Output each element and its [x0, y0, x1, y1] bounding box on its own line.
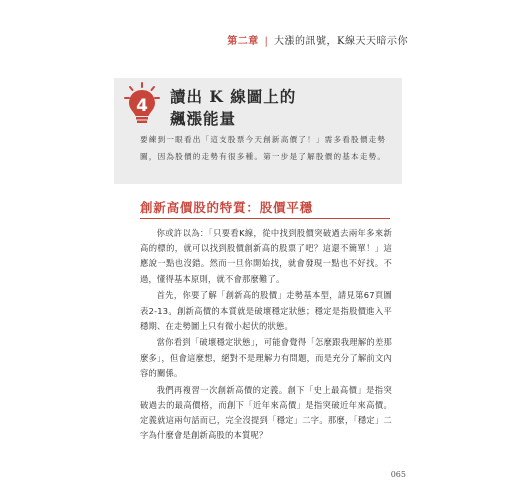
- paragraph: 我們再複習一次創新高價的定義。創下「史上最高價」是指突破過去的最高價格，而創下「近年來高價」是指突破近年來高價。定義就這兩句話而已，完全沒提到「穩定」二字。那麼，「穩定」二字為什麼會是創新高股的本質呢？: [140, 384, 392, 441]
- section-divider: [140, 218, 390, 219]
- running-header: [227, 32, 408, 47]
- chapter-label: 第二章: [227, 36, 259, 47]
- page-number: 065: [390, 470, 406, 479]
- topic-summary: 要練到一眼看出「這支股票今天創新高價了！」需多看股價走勢圖，因為股價的走勢有很多種。第一步是了解股價的基本走勢。: [140, 135, 387, 161]
- paragraph: 當你看到「破壞穩定狀態」，可能會覺得「怎麼跟我理解的差那麼多」，但會這麼想，絕對不是理解力有問題，而是充分了解前文內容的關係。: [140, 337, 392, 378]
- header-separator: |: [264, 36, 269, 47]
- body-text: [140, 226, 392, 445]
- topic-title-line-2: 飆漲能量: [170, 109, 237, 128]
- paragraph: 你或許以為：「只要看K線，從中找到股價突破過去兩年多來新高的標的，就可以找到股價創新高的股票了吧？這還不簡單！」這應說一點也沒錯。然而一旦你開始找，就會發現一點也不好找。不過，懂得基本原則，就不會那麼難了。: [140, 228, 392, 284]
- section-heading: 創新高價股的特質：股價平穩: [140, 200, 313, 215]
- topic-title: [170, 86, 296, 130]
- lightbulb-number-icon: [124, 82, 160, 126]
- chapter-title: 大漲的訊號，K線天天暗示你: [274, 36, 408, 47]
- topic-title-line-1: 讀出 K 線圖上的: [170, 87, 297, 106]
- topic-box: [114, 78, 402, 184]
- topic-number: 4: [136, 96, 148, 116]
- paragraph: 首先，你要了解「創新高的股價」走勢基本型，請見第67頁圖表2-13。創新高價的本質就是破壞穩定狀態；穩定是指股價進入平穩期、在走勢圖上只有微小起伏的狀態。: [140, 290, 392, 331]
